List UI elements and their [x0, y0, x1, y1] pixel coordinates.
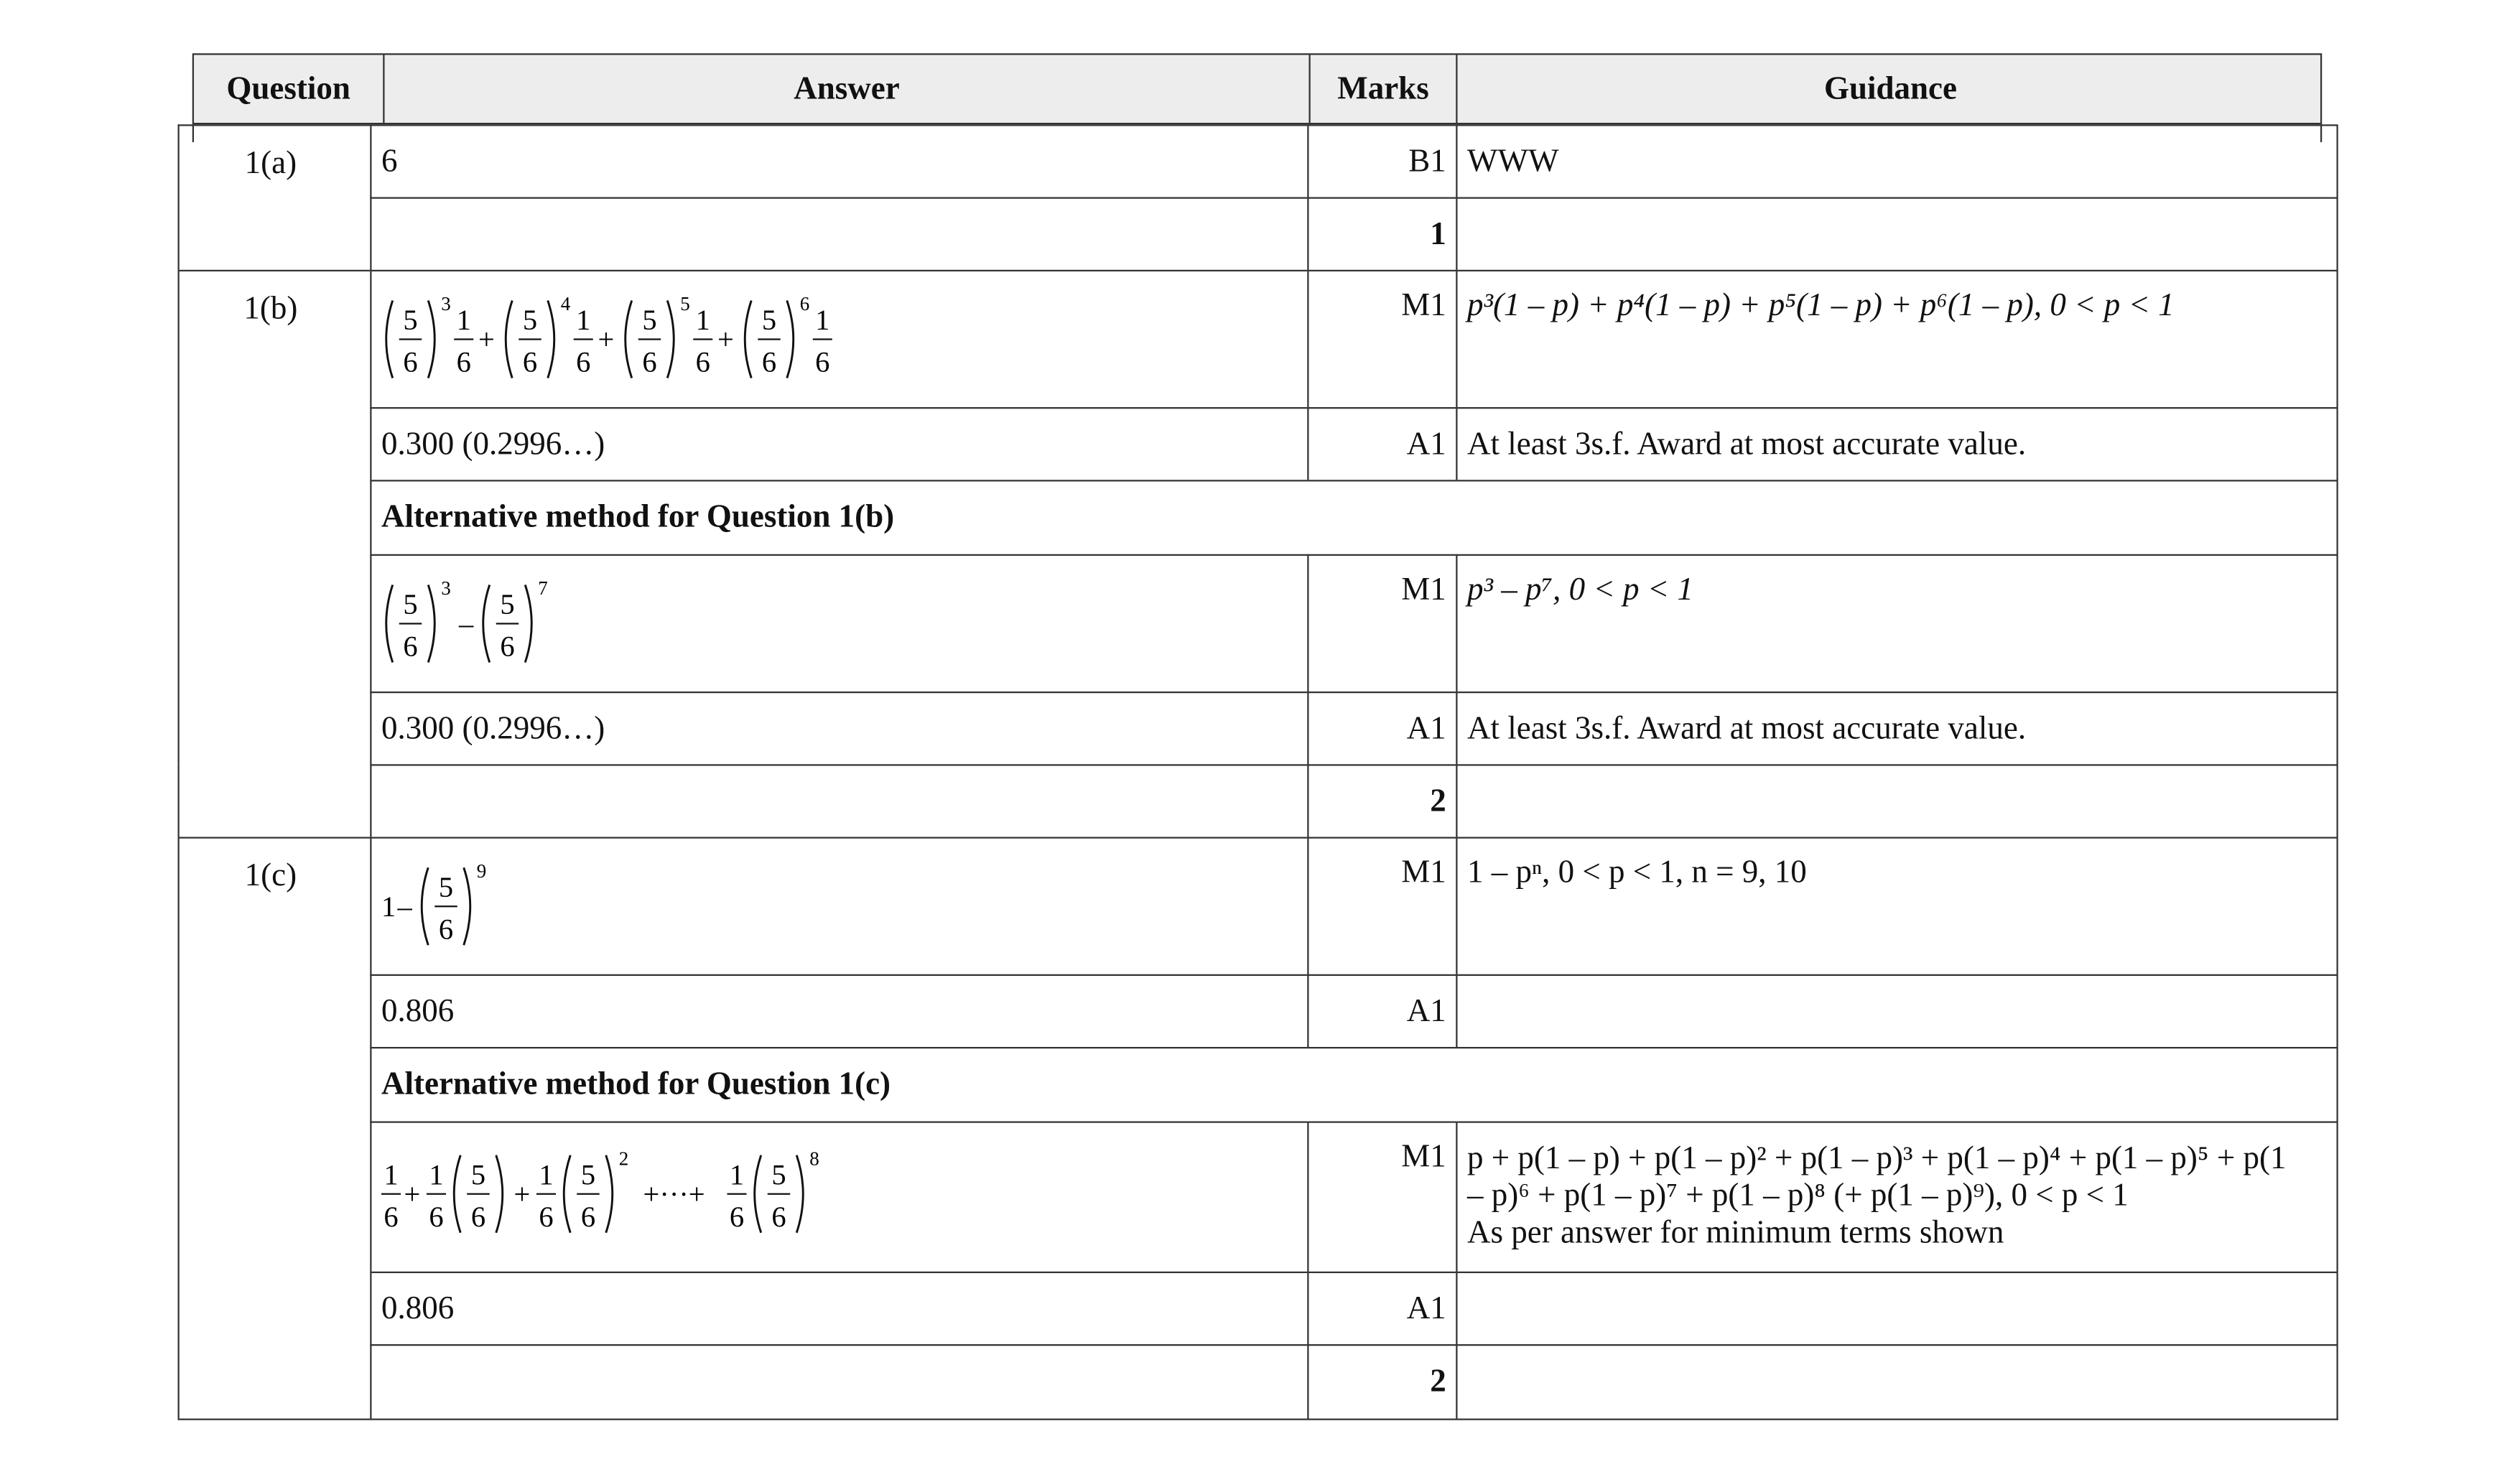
fraction-numerator: 5 [470, 1158, 486, 1191]
fraction-denominator: 6 [771, 1200, 786, 1233]
alternative-method-heading: Alternative method for Question 1(c) [370, 1047, 2336, 1122]
fraction-denominator: 6 [456, 345, 471, 378]
fraction-numerator: 5 [642, 304, 657, 336]
term [422, 860, 486, 946]
answer-cell [370, 270, 1307, 407]
fraction-numerator: 1 [383, 1158, 399, 1191]
fraction-numerator: 5 [500, 588, 515, 620]
mark-cell: M1 [1307, 270, 1456, 407]
term [506, 293, 593, 378]
right-paren-icon [606, 1155, 613, 1233]
fraction-numerator: 1 [539, 1158, 554, 1191]
mark-cell: A1 [1307, 1272, 1456, 1344]
total-mark-cell: 2 [1307, 1344, 1456, 1419]
guidance-cell [1456, 1272, 2336, 1344]
fraction-numerator: 1 [729, 1158, 745, 1191]
answer-expression-1c-alt [381, 1145, 834, 1242]
mark-cell: A1 [1307, 691, 1456, 764]
guidance-cell: At least 3s.f. Award at most accurate value. [1456, 407, 2336, 480]
right-paren-icon [496, 1155, 503, 1233]
exponent: 9 [476, 860, 487, 882]
minus-sign: – [459, 607, 474, 640]
header-question: Question [226, 70, 350, 106]
guidance-cell: p³(1 – p) + p⁴(1 – p) + p⁵(1 – p) + p⁶(1 – p), 0 < p < 1 [1456, 270, 2336, 407]
fraction-numerator: 5 [522, 304, 538, 336]
plus-sign: + [478, 323, 495, 355]
mark-cell: A1 [1307, 407, 1456, 480]
guidance-cell [1456, 197, 2336, 270]
fraction-denominator: 6 [761, 345, 777, 378]
fraction-denominator: 6 [383, 1200, 399, 1233]
answer-cell [370, 554, 1307, 691]
fraction-denominator: 6 [642, 345, 657, 378]
alternative-method-heading: Alternative method for Question 1(b) [370, 480, 2336, 554]
left-paren-icon [745, 301, 751, 378]
left-paren-icon [506, 301, 512, 378]
guidance-cell: p + p(1 – p) + p(1 – p)² + p(1 – p)³ + p(1 – p)⁴ + p(1 – p)⁵ + p(1 – p)⁶ + p(1 – p)⁷ + p(1 – p)⁸ (+ p(1 – p)⁹), 0 < p < 1 As per answer for minimum terms shown [1456, 1122, 2336, 1272]
fraction-denominator: 6 [729, 1200, 745, 1233]
answer-cell [370, 837, 1307, 974]
left-paren-icon [626, 301, 632, 378]
one-digit: 1 [381, 890, 396, 923]
exponent: 8 [809, 1147, 819, 1170]
answer-expression-1b [381, 291, 866, 388]
plus-sign: + [513, 1178, 531, 1211]
guidance-cell [1456, 974, 2336, 1047]
answer-cell: 0.300 (0.2996…) [370, 691, 1307, 764]
mark-scheme-table [178, 124, 2338, 1420]
exponent: 6 [799, 293, 810, 315]
question-label-1a: 1(a) [178, 124, 371, 270]
table-header [192, 53, 2323, 124]
ellipsis-sign: +···+ [643, 1178, 705, 1211]
guidance-cell [1456, 764, 2336, 837]
fraction-denominator: 6 [815, 345, 830, 378]
answer-cell [370, 1122, 1307, 1272]
mark-cell: M1 [1307, 837, 1456, 974]
left-paren-icon [755, 1155, 761, 1233]
guidance-cell: 1 – pⁿ, 0 < p < 1, n = 9, 10 [1456, 837, 2336, 974]
right-paren-icon [464, 867, 470, 945]
fraction-denominator: 6 [539, 1200, 554, 1233]
guidance-cell: At least 3s.f. Award at most accurate value. [1456, 691, 2336, 764]
answer-cell: 0.300 (0.2996…) [370, 407, 1307, 480]
plus-sign: + [717, 323, 734, 355]
fraction-numerator: 1 [576, 304, 591, 336]
total-mark-cell: 2 [1307, 764, 1456, 837]
guidance-cell: WWW [1456, 124, 2336, 197]
left-paren-icon [386, 301, 393, 378]
right-paren-icon [667, 301, 674, 378]
right-paren-icon [428, 585, 434, 663]
fraction-numerator: 1 [815, 304, 830, 336]
question-label-1c: 1(c) [178, 837, 371, 1419]
fraction-denominator: 6 [403, 345, 418, 378]
fraction-numerator: 5 [403, 304, 418, 336]
answer-cell [370, 764, 1307, 837]
mark-cell: M1 [1307, 1122, 1456, 1272]
exponent: 4 [560, 293, 571, 315]
answer-cell [370, 1344, 1307, 1419]
fraction-denominator: 6 [403, 630, 418, 663]
header-marks: Marks [1309, 55, 1456, 124]
answer-cell: 0.806 [370, 974, 1307, 1047]
fraction-denominator: 6 [576, 345, 591, 378]
guidance-cell [1456, 1344, 2336, 1419]
exponent: 7 [538, 577, 548, 599]
answer-cell [370, 197, 1307, 270]
answer-expression-1b-alt [381, 575, 575, 672]
question-label-1b: 1(b) [178, 270, 371, 765]
left-paren-icon [422, 867, 428, 945]
left-paren-icon [386, 585, 393, 663]
fraction-denominator: 6 [470, 1200, 486, 1233]
header-answer: Answer [383, 55, 1308, 124]
term [745, 293, 832, 378]
fraction-denominator: 6 [500, 630, 515, 663]
guidance-cell: p³ – p⁷, 0 < p < 1 [1456, 554, 2336, 691]
exponent: 2 [618, 1147, 629, 1170]
term [386, 293, 474, 378]
exponent: 3 [441, 293, 451, 315]
fraction-denominator: 6 [522, 345, 538, 378]
fraction-denominator: 6 [438, 913, 454, 946]
minus-sign: – [397, 890, 412, 923]
right-paren-icon [787, 301, 794, 378]
right-paren-icon [548, 301, 554, 378]
fraction-numerator: 5 [580, 1158, 596, 1191]
exponent: 3 [441, 577, 451, 599]
plus-sign: + [598, 323, 615, 355]
question-label-spacer [178, 764, 371, 837]
answer-expression-1c [381, 858, 511, 955]
term [483, 577, 548, 663]
right-paren-icon [428, 301, 434, 378]
exponent: 5 [680, 293, 690, 315]
total-mark-cell: 1 [1307, 197, 1456, 270]
term [427, 1155, 503, 1233]
answer-cell: 0.806 [370, 1272, 1307, 1344]
left-paren-icon [454, 1155, 460, 1233]
plus-sign: + [404, 1178, 421, 1211]
term [386, 577, 451, 663]
fraction-numerator: 5 [771, 1158, 786, 1191]
left-paren-icon [564, 1155, 570, 1233]
fraction-numerator: 1 [695, 304, 710, 336]
fraction-numerator: 5 [761, 304, 777, 336]
term [536, 1147, 628, 1233]
fraction-numerator: 1 [429, 1158, 444, 1191]
fraction-numerator: 1 [456, 304, 471, 336]
fraction-numerator: 5 [403, 588, 418, 620]
fraction-denominator: 6 [695, 345, 710, 378]
fraction-numerator: 5 [438, 870, 454, 903]
mark-cell: B1 [1307, 124, 1456, 197]
fraction-denominator: 6 [429, 1200, 444, 1233]
answer-cell: 6 [370, 124, 1307, 197]
left-paren-icon [483, 585, 490, 663]
right-paren-icon [525, 585, 531, 663]
term [727, 1147, 819, 1233]
fraction-denominator: 6 [580, 1200, 596, 1233]
mark-cell: M1 [1307, 554, 1456, 691]
right-paren-icon [796, 1155, 803, 1233]
mark-cell: A1 [1307, 974, 1456, 1047]
term [626, 293, 713, 378]
header-guidance: Guidance [1456, 55, 2323, 124]
